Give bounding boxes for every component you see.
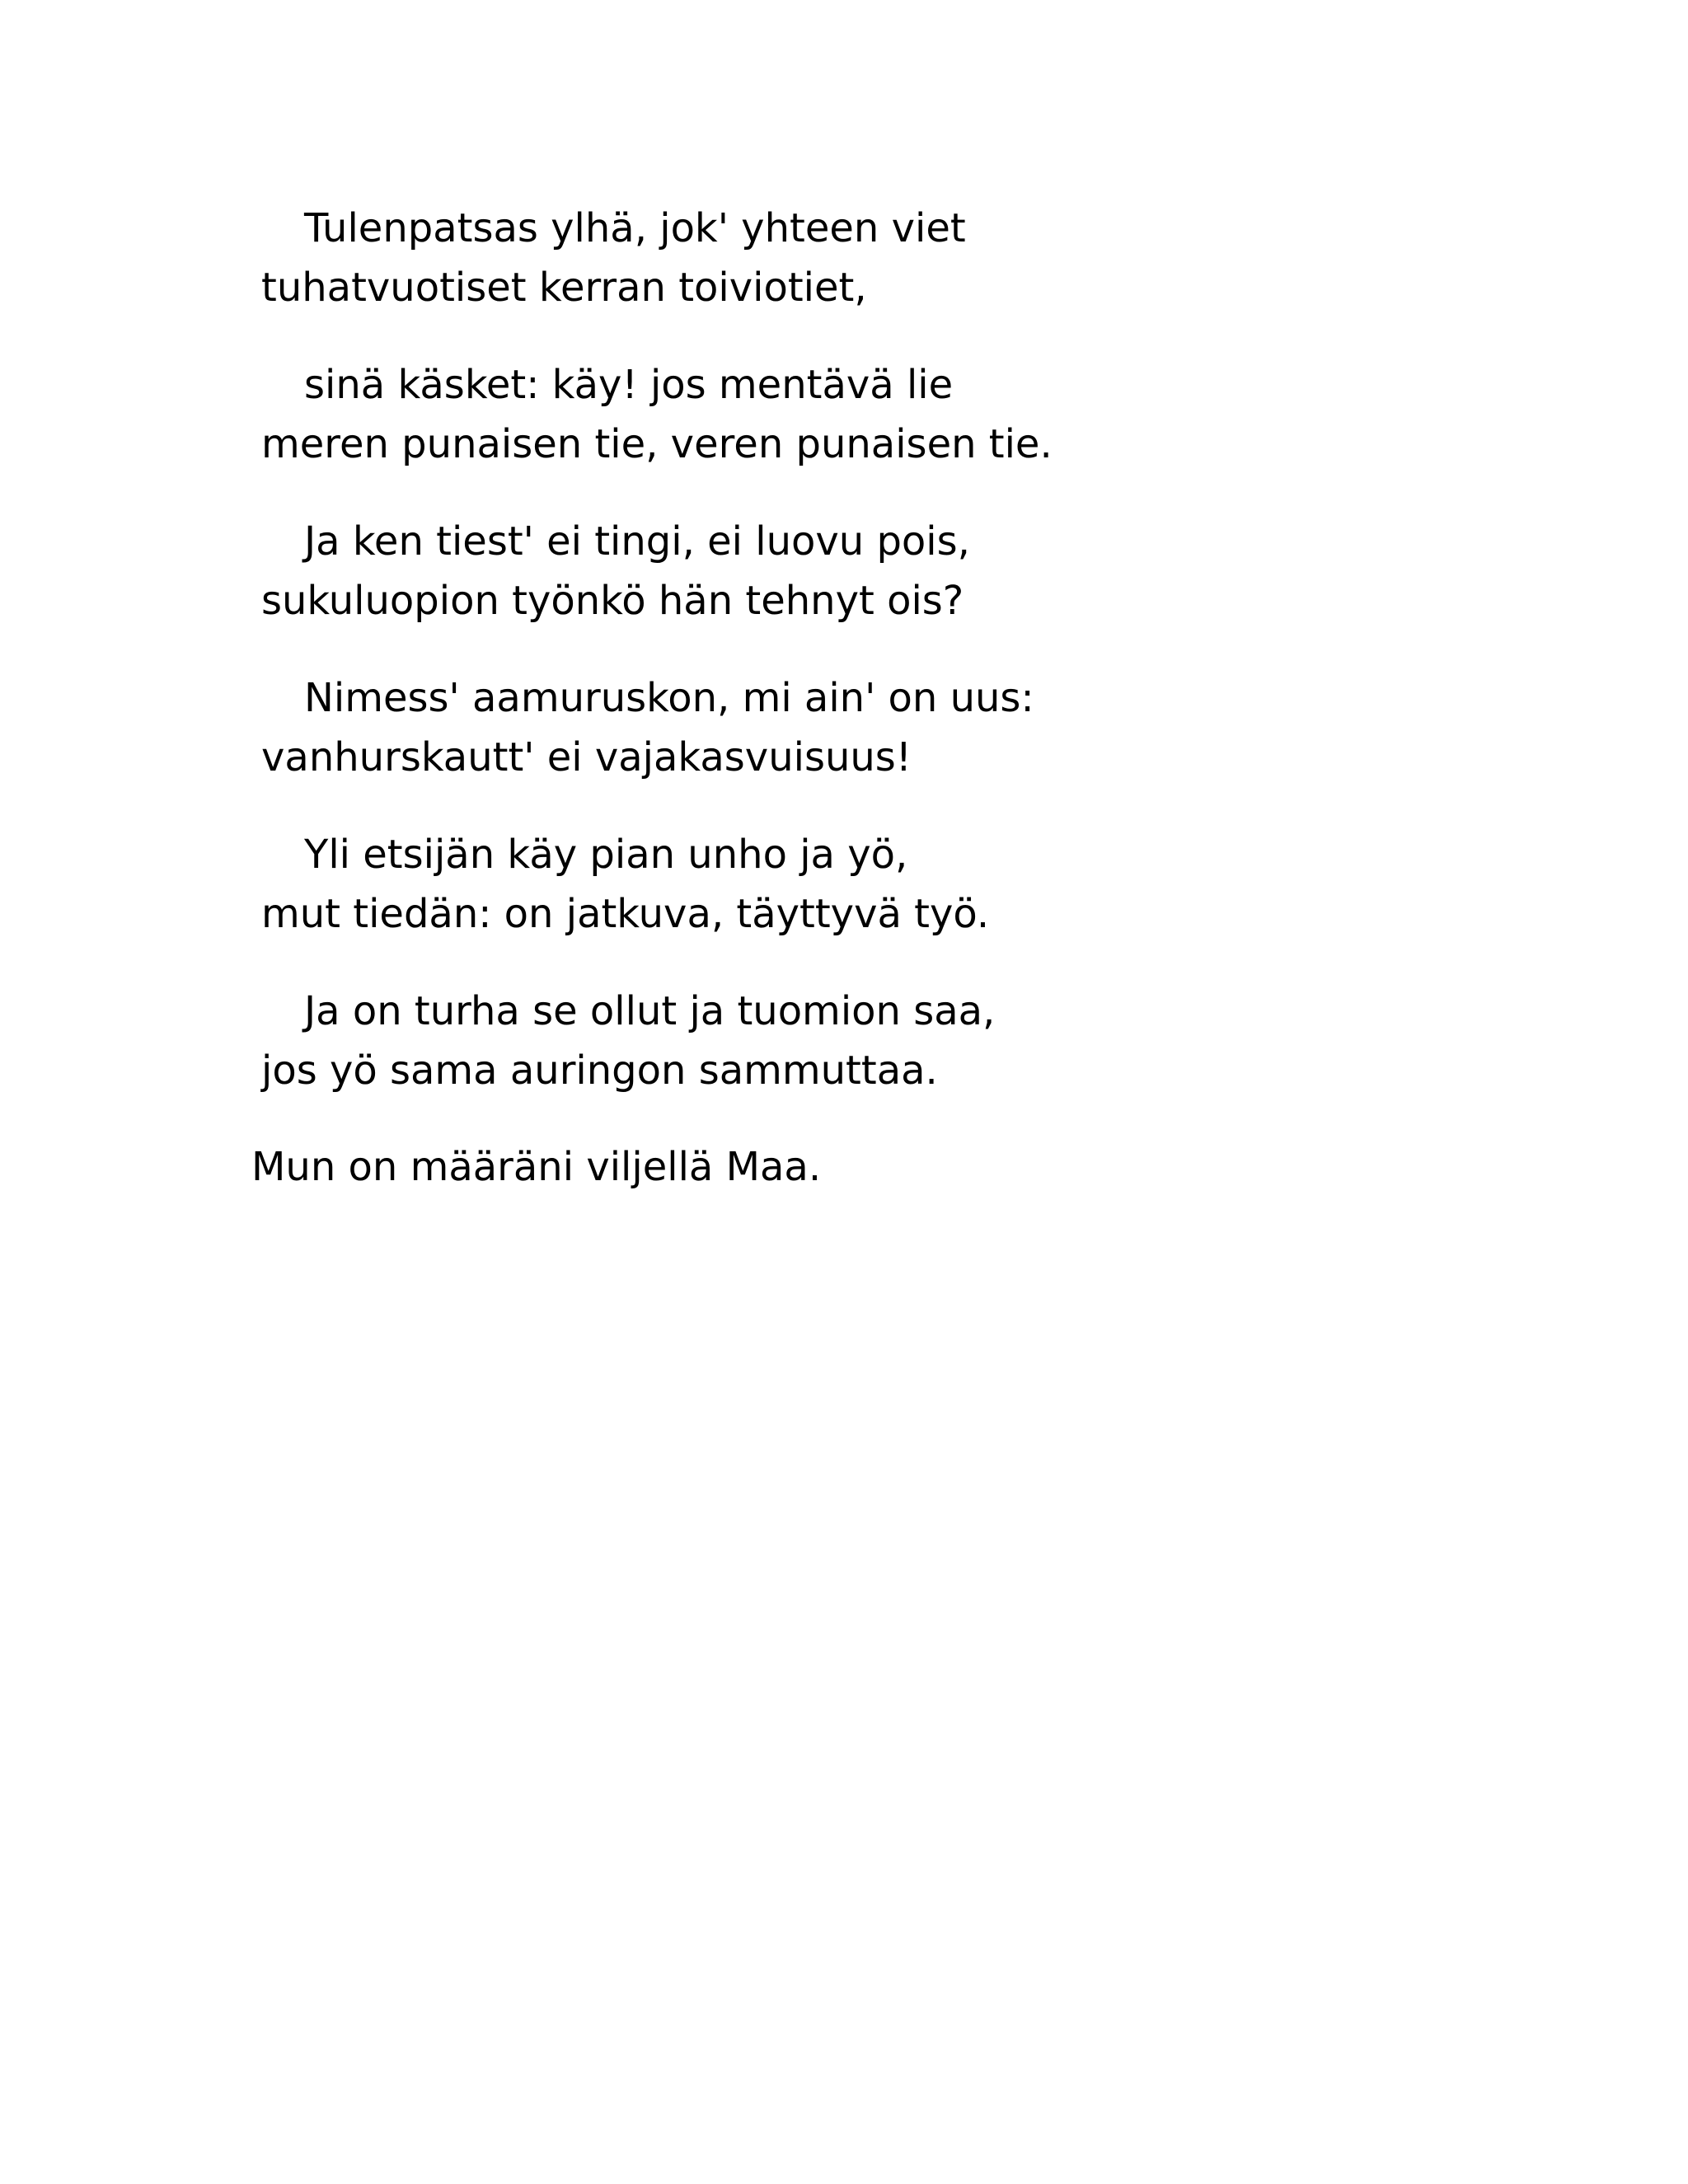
stanza-5 <box>261 825 1498 944</box>
stanza-2-line-2: meren punaisen tie, veren punaisen tie. <box>261 421 1053 467</box>
stanza-4 <box>261 668 1498 787</box>
stanza-2-line-1: sinä käsket: käy! jos mentävä lie <box>304 362 954 408</box>
stanza-6-line-2: jos yö sama auringon sammuttaa. <box>261 1047 938 1094</box>
stanza-1-line-1: Tulenpatsas ylhä, jok' yhteen viet <box>304 205 966 251</box>
stanza-4-line-1: Nimess' aamuruskon, mi ain' on uus: <box>304 675 1034 721</box>
stanza-2 <box>261 355 1498 474</box>
stanza-3-line-1: Ja ken tiest' ei tingi, ei luovu pois, <box>304 518 970 565</box>
stanza-3-line-2: sukuluopion työnkö hän tehnyt ois? <box>261 578 964 624</box>
closing-line: Mun on määräni viljellä Maa. <box>251 1144 822 1190</box>
stanza-1-line-2: tuhatvuotiset kerran toiviotiet, <box>261 265 867 311</box>
stanza-3 <box>261 512 1498 630</box>
stanza-1 <box>261 199 1498 317</box>
stanza-6-line-1: Ja on turha se ollut ja tuomion saa, <box>304 988 996 1034</box>
stanza-6 <box>261 982 1498 1100</box>
stanza-4-line-2: vanhurskautt' ei vajakasvuisuus! <box>261 734 912 780</box>
stanza-5-line-1: Yli etsijän käy pian unho ja yö, <box>304 832 908 878</box>
stanza-5-line-2: mut tiedän: on jatkuva, täyttyvä työ. <box>261 891 990 937</box>
